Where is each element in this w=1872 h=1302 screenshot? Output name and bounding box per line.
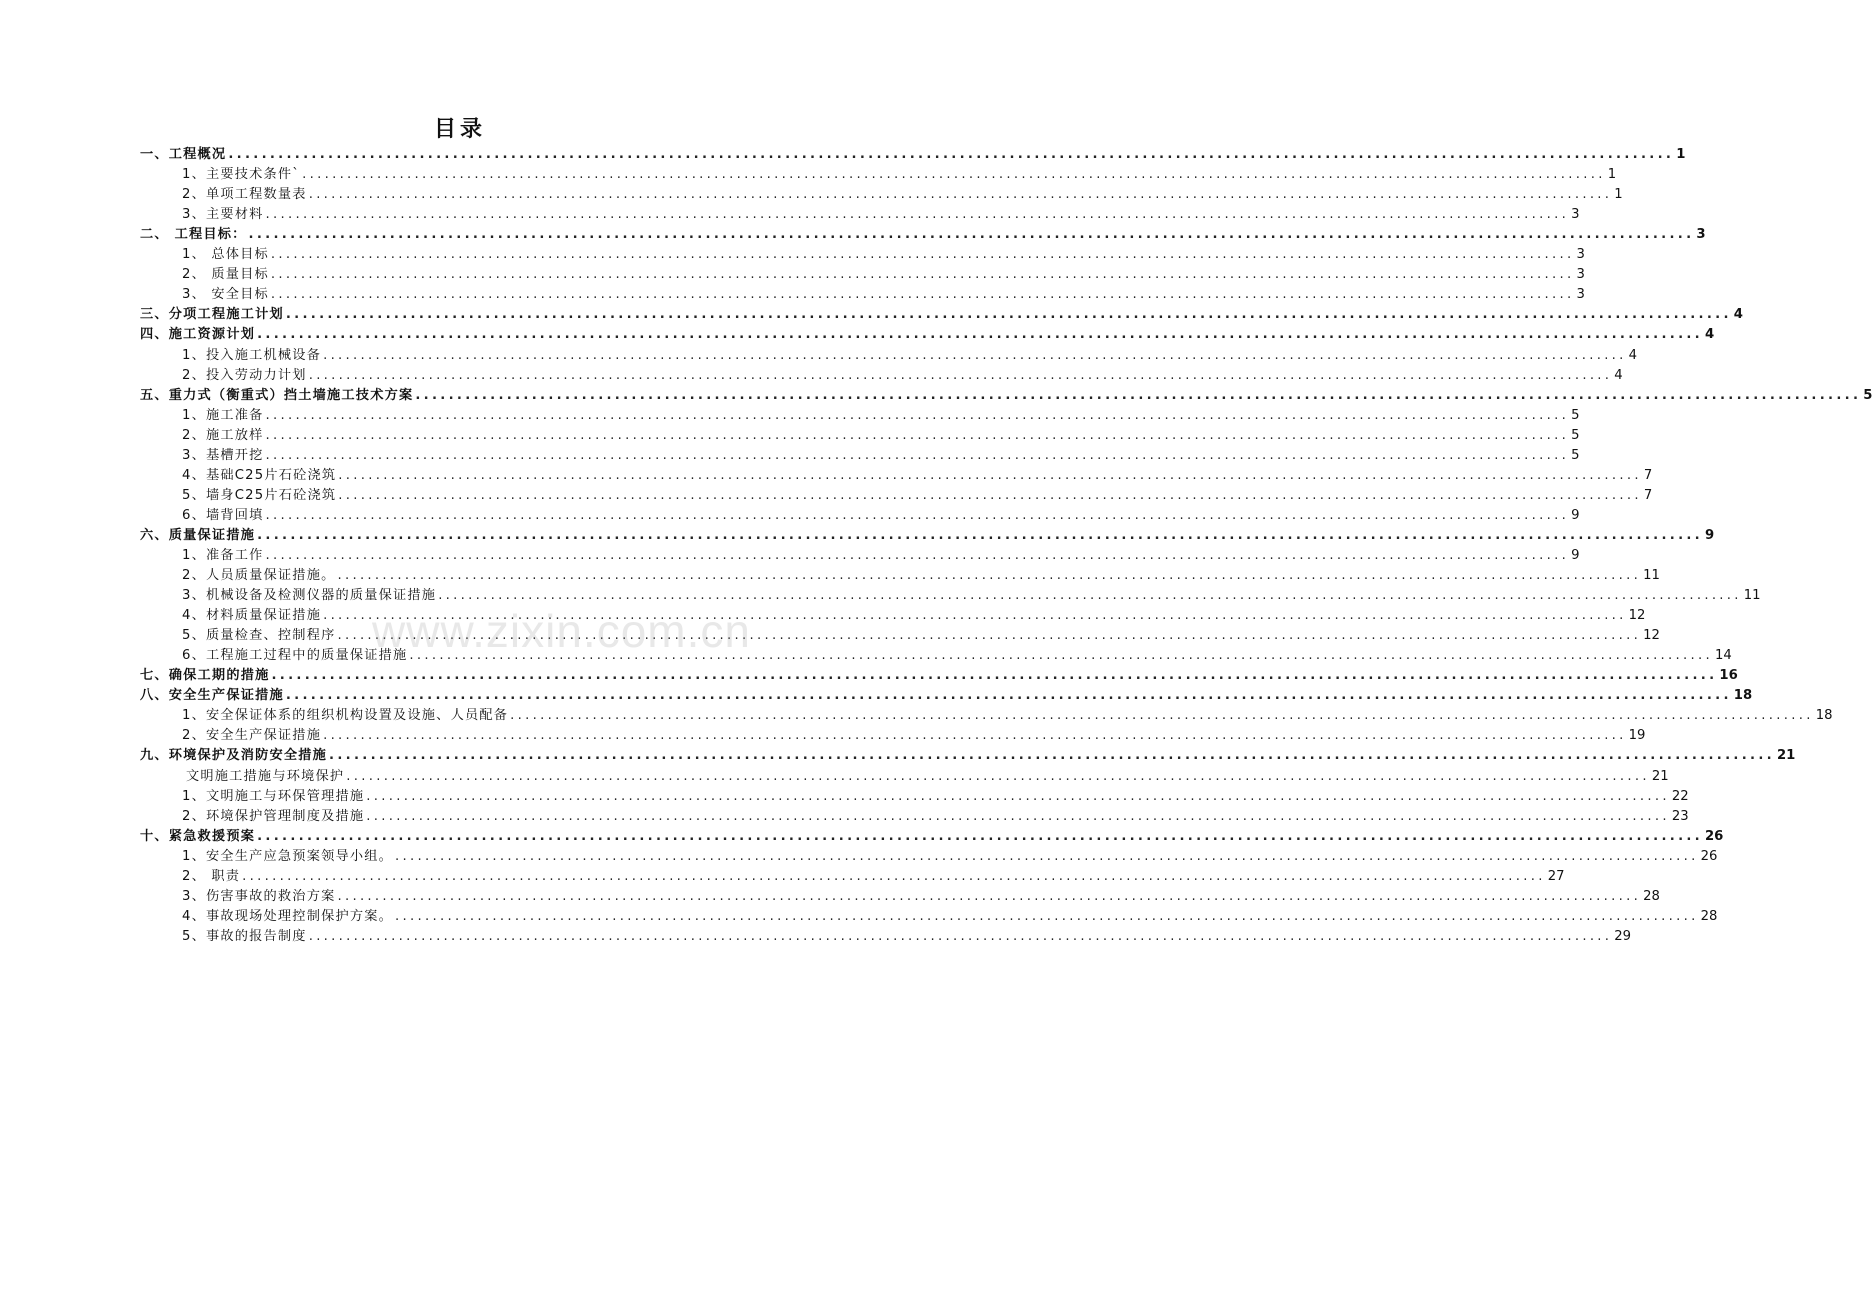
toc-page-number: 3 bbox=[1696, 227, 1706, 243]
toc-subsection-entry[interactable] bbox=[140, 465, 1653, 485]
toc-subsection-entry[interactable] bbox=[140, 725, 1646, 745]
toc-section-entry[interactable] bbox=[140, 685, 1753, 705]
toc-subsection-entry[interactable] bbox=[140, 565, 1660, 585]
toc-dot-leader: .............................................................................................................................................................................. bbox=[366, 788, 1670, 804]
toc-section-entry[interactable] bbox=[140, 385, 1872, 405]
toc-entry-label: 一、工程概况 bbox=[140, 147, 227, 163]
toc-dot-leader: .............................................................................................................................................................................. bbox=[270, 267, 1575, 283]
toc-section-entry[interactable] bbox=[140, 144, 1686, 164]
toc-page-number: 1 bbox=[1676, 147, 1686, 163]
toc-entry-label: 八、安全生产保证措施 bbox=[140, 688, 284, 704]
toc-page-number: 18 bbox=[1733, 688, 1753, 704]
toc-page-number: 7 bbox=[1643, 487, 1653, 503]
toc-entry-label: 5、墙身C25片石砼浇筑 bbox=[182, 487, 337, 503]
toc-dot-leader: .............................................................................................................................................................................. bbox=[338, 467, 1642, 483]
toc-entry-label: 1、准备工作 bbox=[182, 547, 264, 563]
watermark: www.zixin.com.cn bbox=[372, 605, 751, 657]
toc-entry-label: 3、 安全目标 bbox=[182, 287, 269, 303]
toc-subsection-entry[interactable] bbox=[140, 184, 1623, 204]
toc-page-number: 3 bbox=[1576, 267, 1585, 283]
toc-page-number: 26 bbox=[1705, 828, 1724, 844]
toc-entry-label: 二、 工程目标： bbox=[140, 227, 247, 243]
toc-page-number: 28 bbox=[1643, 888, 1660, 904]
toc-dot-leader: .............................................................................................................................................................................. bbox=[323, 608, 1627, 624]
toc-entry-label: 1、 总体目标 bbox=[182, 247, 269, 263]
toc-dot-leader: .............................................................................................................................................................................. bbox=[242, 868, 1546, 884]
toc-page-number: 1 bbox=[1607, 167, 1617, 183]
toc-page-number: 12 bbox=[1643, 628, 1660, 644]
toc-entry-label: 3、基槽开挖 bbox=[182, 447, 264, 463]
toc-dot-leader: .............................................................................................................................................................................. bbox=[338, 487, 1642, 503]
toc-subsection-entry[interactable] bbox=[140, 505, 1580, 525]
toc-dot-leader: .............................................................................................................................................................................. bbox=[265, 507, 1570, 523]
toc-subsection-entry[interactable] bbox=[140, 365, 1623, 385]
toc-dot-leader: .............................................................................................................................................................................. bbox=[271, 668, 1718, 684]
toc-entry-label: 2、 质量目标 bbox=[182, 267, 269, 283]
toc-section-entry[interactable] bbox=[140, 665, 1738, 685]
toc-entry-label: 5、质量检查、控制程序 bbox=[182, 628, 336, 644]
toc-entry-label: 2、单项工程数量表 bbox=[182, 187, 307, 203]
toc-page-number: 9 bbox=[1571, 547, 1580, 563]
toc-entry-label: 2、 职责 bbox=[182, 868, 241, 884]
toc-dot-leader: .............................................................................................................................................................................. bbox=[265, 547, 1570, 563]
toc-entry-label: 2、安全生产保证措施 bbox=[182, 728, 322, 744]
toc-dot-leader: .............................................................................................................................................................................. bbox=[228, 147, 1675, 163]
toc-section-entry[interactable] bbox=[140, 525, 1715, 545]
toc-page-number: 22 bbox=[1671, 788, 1689, 804]
toc-page-number: 5 bbox=[1571, 447, 1580, 463]
toc-subsection-entry[interactable] bbox=[140, 264, 1585, 284]
toc-page-number: 16 bbox=[1719, 668, 1738, 684]
toc-entry-label: 2、人员质量保证措施。 bbox=[182, 568, 336, 584]
toc-page-number: 5 bbox=[1571, 407, 1580, 423]
toc-entry-label: 4、基础C25片石砼浇筑 bbox=[182, 467, 337, 483]
toc-entry-label: 3、主要材料 bbox=[182, 207, 264, 223]
toc-dot-leader: .............................................................................................................................................................................. bbox=[329, 748, 1775, 764]
toc-subsection-entry[interactable] bbox=[140, 705, 1833, 725]
toc-dot-leader: .............................................................................................................................................................................. bbox=[409, 648, 1713, 664]
toc-subsection-entry[interactable] bbox=[140, 204, 1580, 224]
toc-entry-label: 2、环境保护管理制度及措施 bbox=[182, 808, 365, 824]
toc-subsection-entry[interactable] bbox=[140, 906, 1718, 926]
toc-entry-label: 6、工程施工过程中的质量保证措施 bbox=[182, 648, 408, 664]
toc-dot-leader: .............................................................................................................................................................................. bbox=[302, 167, 1606, 183]
toc-page-number: 11 bbox=[1743, 588, 1761, 604]
toc-dot-leader: .............................................................................................................................................................................. bbox=[395, 908, 1699, 924]
toc-page-number: 29 bbox=[1614, 928, 1632, 944]
toc-section-entry[interactable] bbox=[140, 324, 1715, 344]
toc-entry-label: 1、投入施工机械设备 bbox=[182, 347, 322, 363]
toc-page-number: 5 bbox=[1571, 427, 1580, 443]
toc-dot-leader: .............................................................................................................................................................................. bbox=[257, 828, 1703, 844]
toc-section-entry[interactable] bbox=[140, 745, 1796, 765]
toc-dot-leader: .............................................................................................................................................................................. bbox=[323, 347, 1627, 363]
toc-subsection-entry[interactable] bbox=[140, 164, 1617, 184]
table-of-contents bbox=[140, 144, 1872, 946]
toc-entry-label: 九、环境保护及消防安全措施 bbox=[140, 748, 328, 764]
toc-subsection-entry[interactable] bbox=[140, 485, 1653, 505]
toc-entry-label: 文明施工措施与环境保护 bbox=[186, 768, 345, 784]
toc-page-number: 19 bbox=[1628, 728, 1646, 744]
toc-page-number: 4 bbox=[1614, 367, 1623, 383]
toc-page-number: 26 bbox=[1700, 848, 1718, 864]
toc-title: 目录 bbox=[433, 117, 486, 142]
toc-page-number: 3 bbox=[1576, 287, 1585, 303]
toc-entry-label: 2、投入劳动力计划 bbox=[182, 367, 307, 383]
toc-entry-label: 1、文明施工与环保管理措施 bbox=[182, 788, 365, 804]
toc-dot-leader: .............................................................................................................................................................................. bbox=[265, 447, 1570, 463]
toc-page-number: 5 bbox=[1863, 387, 1872, 403]
toc-subsection-entry[interactable] bbox=[140, 846, 1718, 866]
toc-dot-leader: .............................................................................................................................................................................. bbox=[337, 888, 1642, 904]
toc-page-number: 4 bbox=[1628, 347, 1638, 363]
toc-dot-leader: .............................................................................................................................................................................. bbox=[248, 227, 1695, 243]
toc-page-number: 21 bbox=[1776, 748, 1796, 764]
toc-page-number: 23 bbox=[1671, 808, 1689, 824]
toc-dot-leader: .............................................................................................................................................................................. bbox=[257, 527, 1703, 543]
toc-dot-leader: .............................................................................................................................................................................. bbox=[366, 808, 1670, 824]
toc-subsection-entry[interactable] bbox=[140, 866, 1565, 886]
toc-subsection-entry[interactable] bbox=[140, 344, 1638, 364]
toc-entry-label: 2、施工放样 bbox=[182, 427, 264, 443]
toc-subsection-entry[interactable] bbox=[140, 806, 1689, 826]
toc-subsection-entry[interactable] bbox=[140, 786, 1689, 806]
toc-entry-label: 5、事故的报告制度 bbox=[182, 928, 307, 944]
toc-entry-label: 五、重力式（衡重式）挡土墙施工技术方案 bbox=[140, 387, 414, 403]
toc-dot-leader: .............................................................................................................................................................................. bbox=[308, 367, 1613, 383]
toc-page-number: 27 bbox=[1547, 868, 1565, 884]
toc-entry-label: 十、紧急救援预案 bbox=[140, 828, 256, 844]
toc-entry-label: 3、机械设备及检测仪器的质量保证措施 bbox=[182, 588, 437, 604]
toc-subsection-entry[interactable] bbox=[140, 425, 1580, 445]
toc-dot-leader: .............................................................................................................................................................................. bbox=[337, 628, 1642, 644]
toc-entry-label: 1、安全保证体系的组织机构设置及设施、人员配备 bbox=[182, 708, 509, 724]
toc-entry-label: 4、事故现场处理控制保护方案。 bbox=[182, 908, 394, 924]
toc-page-number: 3 bbox=[1576, 247, 1585, 263]
toc-entry-label: 4、材料质量保证措施 bbox=[182, 608, 322, 624]
toc-page-number: 3 bbox=[1571, 207, 1580, 223]
toc-dot-leader: .............................................................................................................................................................................. bbox=[308, 928, 1613, 944]
toc-subsection-entry[interactable] bbox=[140, 445, 1580, 465]
toc-entry-label: 3、伤害事故的救治方案 bbox=[182, 888, 336, 904]
toc-entry-label: 6、墙背回填 bbox=[182, 507, 264, 523]
toc-section-entry[interactable] bbox=[140, 224, 1706, 244]
toc-page-number: 18 bbox=[1815, 708, 1833, 724]
toc-entry-label: 1、主要技术条件` bbox=[182, 167, 301, 183]
toc-entry-label: 1、施工准备 bbox=[182, 407, 264, 423]
toc-page-number: 1 bbox=[1614, 187, 1623, 203]
toc-dot-leader: .............................................................................................................................................................................. bbox=[265, 407, 1570, 423]
toc-entry-label: 1、安全生产应急预案领导小组。 bbox=[182, 848, 394, 864]
toc-dot-leader: .............................................................................................................................................................................. bbox=[285, 688, 1732, 704]
toc-section-entry[interactable] bbox=[140, 304, 1743, 324]
toc-page-number: 4 bbox=[1705, 327, 1715, 343]
toc-subsection-entry[interactable] bbox=[140, 886, 1660, 906]
toc-dot-leader: .............................................................................................................................................................................. bbox=[270, 247, 1575, 263]
toc-dot-leader: .............................................................................................................................................................................. bbox=[415, 387, 1862, 403]
toc-dot-leader: .............................................................................................................................................................................. bbox=[265, 207, 1570, 223]
toc-subsection-entry[interactable] bbox=[140, 545, 1580, 565]
toc-subsection-entry[interactable] bbox=[140, 405, 1580, 425]
toc-dot-leader: .............................................................................................................................................................................. bbox=[438, 588, 1742, 604]
toc-dot-leader: .............................................................................................................................................................................. bbox=[346, 768, 1650, 784]
toc-subsection-entry[interactable] bbox=[140, 585, 1761, 605]
toc-subsection-entry[interactable] bbox=[140, 765, 1669, 785]
toc-subsection-entry[interactable] bbox=[140, 926, 1632, 946]
toc-page-number: 14 bbox=[1715, 648, 1732, 664]
toc-dot-leader: .............................................................................................................................................................................. bbox=[323, 728, 1627, 744]
toc-dot-leader: .............................................................................................................................................................................. bbox=[270, 287, 1575, 303]
toc-section-entry[interactable] bbox=[140, 826, 1724, 846]
toc-page-number: 4 bbox=[1733, 307, 1743, 323]
toc-subsection-entry[interactable] bbox=[140, 244, 1585, 264]
toc-entry-label: 四、施工资源计划 bbox=[140, 327, 256, 343]
toc-subsection-entry[interactable] bbox=[140, 284, 1585, 304]
toc-page-number: 9 bbox=[1571, 507, 1580, 523]
toc-entry-label: 七、确保工期的措施 bbox=[140, 668, 270, 684]
toc-dot-leader: .............................................................................................................................................................................. bbox=[265, 427, 1570, 443]
toc-dot-leader: .............................................................................................................................................................................. bbox=[257, 327, 1703, 343]
toc-dot-leader: .............................................................................................................................................................................. bbox=[337, 568, 1642, 584]
toc-dot-leader: .............................................................................................................................................................................. bbox=[285, 307, 1732, 323]
toc-page-number: 12 bbox=[1628, 608, 1646, 624]
toc-dot-leader: .............................................................................................................................................................................. bbox=[308, 187, 1613, 203]
toc-page-number: 7 bbox=[1643, 467, 1653, 483]
toc-page-number: 21 bbox=[1651, 768, 1669, 784]
toc-page-number: 9 bbox=[1705, 527, 1715, 543]
toc-dot-leader: .............................................................................................................................................................................. bbox=[510, 708, 1814, 724]
toc-entry-label: 三、分项工程施工计划 bbox=[140, 307, 284, 323]
toc-entry-label: 六、质量保证措施 bbox=[140, 527, 256, 543]
toc-page-number: 28 bbox=[1700, 908, 1718, 924]
toc-page-number: 11 bbox=[1643, 568, 1660, 584]
toc-dot-leader: .............................................................................................................................................................................. bbox=[395, 848, 1699, 864]
